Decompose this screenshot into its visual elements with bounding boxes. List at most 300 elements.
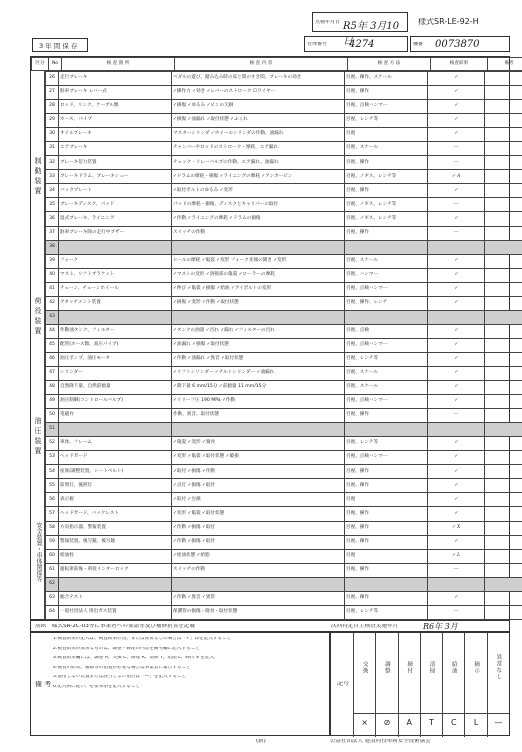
table-row <box>46 226 522 240</box>
row-content: ヒールの摩耗 ✓亀裂 ✓変形 フォーク先端の開き ✓変形 <box>172 254 345 268</box>
row-method: 目視、操作 <box>345 535 428 549</box>
row-no: 60 <box>46 549 59 563</box>
table-row <box>46 535 522 549</box>
row-part: 一般社団法人 排出ガス装置 <box>59 605 172 619</box>
row-remark <box>485 395 522 409</box>
row-method: 目視、操作 <box>345 465 428 479</box>
row-part: 湿式ブレーキ、ライニング <box>59 212 172 226</box>
row-no: 47 <box>46 366 59 380</box>
row-no: 41 <box>46 282 59 296</box>
row-part: オイルブレーキ <box>59 128 172 142</box>
table-row <box>46 409 522 423</box>
row-remark <box>485 240 522 254</box>
row-result: ✓ <box>428 282 485 296</box>
corner-mark: (新) <box>256 739 266 744</box>
row-result: ✓ <box>428 366 485 380</box>
row-part: チェーン、チェーンホイール <box>59 282 172 296</box>
next-inspection-label: 次回特定自主検査実施年月 <box>331 624 399 629</box>
row-no: 39 <box>46 254 59 268</box>
legend-column <box>464 633 486 737</box>
row-result: ✓ <box>428 324 485 338</box>
row-part: 駐車ブレーキ レバー式 <box>59 86 172 100</box>
row-remark <box>485 268 522 282</box>
row-no: 42 <box>46 296 59 310</box>
row-method: 目視、操作 <box>345 86 428 100</box>
table-row <box>46 128 522 142</box>
row-result: ✓ <box>428 296 485 310</box>
legend-header: 給油 <box>450 660 457 674</box>
legend-value: × <box>354 713 375 727</box>
row-result: — <box>428 226 485 240</box>
row-result: — <box>428 198 485 212</box>
row-content: ✓マストの変形 ✓溶接部の亀裂 ✓ローラーの摩耗 <box>172 268 345 282</box>
row-content: ペダルの遊び、踏み込み時の床と間のすき間、ブレーキの効き <box>172 72 345 86</box>
row-part: 方向指示器、警報装置 <box>59 521 172 535</box>
row-no: 52 <box>46 437 59 451</box>
row-result <box>428 423 485 437</box>
row-part: 駐車ブレーキ除の走行中ブザー <box>59 226 172 240</box>
row-method: 目視、スケール <box>345 142 428 156</box>
row-method: 目視、操作 <box>345 156 428 170</box>
row-method: 目視、操作 <box>345 591 428 605</box>
row-content: チャンバーやロッドのストローク・摩耗、エア漏れ <box>172 142 345 156</box>
row-remark <box>485 563 522 577</box>
notice-bar <box>30 620 510 632</box>
legend-header: 異常なし <box>495 654 502 680</box>
row-method <box>345 423 428 437</box>
row-result: ✓ <box>428 100 485 114</box>
row-result: ✓ <box>428 212 485 226</box>
row-remark <box>485 324 522 338</box>
row-remark <box>485 352 522 366</box>
row-remark <box>485 86 522 100</box>
row-no: 56 <box>46 493 59 507</box>
row-no: 40 <box>46 268 59 282</box>
row-remark <box>485 184 522 198</box>
row-method: 目視、スケール <box>345 254 428 268</box>
row-no: 54 <box>46 465 59 479</box>
row-result: ✓ <box>428 507 485 521</box>
table-row <box>46 240 522 254</box>
row-part: 警報装置、後写鏡、後写鏡 <box>59 535 172 549</box>
row-no: 30 <box>46 128 59 142</box>
table-row <box>46 493 522 507</box>
row-remark <box>485 366 522 380</box>
table-row <box>46 549 522 563</box>
row-method <box>345 310 428 324</box>
row-result: ✓ <box>428 451 485 465</box>
inspection-table <box>30 56 514 620</box>
legend-value: L <box>465 713 486 727</box>
notice-text: 別紙 様式SR-2C-03等に事業者への要請等及び補修措置を記載 <box>35 624 196 629</box>
row-no: 49 <box>46 395 59 409</box>
row-result: ✓ <box>428 493 485 507</box>
row-content: 保護管の損傷・腐食・取付状態 <box>172 605 345 619</box>
row-method: 目視 <box>345 493 428 507</box>
legend-column <box>420 633 442 737</box>
row-method: 目視、レンチ等 <box>345 352 428 366</box>
row-remark <box>485 507 522 521</box>
group-cargo: 荷役装置 <box>34 297 42 337</box>
row-method: 目視 <box>345 128 428 142</box>
row-no: 55 <box>46 479 59 493</box>
row-content: ✓タンクの油量 ✓汚れ ✓漏れ ✓フィルターの汚れ <box>172 324 345 338</box>
table-row <box>46 310 522 324</box>
table-row <box>46 198 522 212</box>
row-remark <box>485 465 522 479</box>
row-remark <box>485 521 522 535</box>
row-part: 配管(ホース類、高圧パイプ) <box>59 338 172 352</box>
group-sections-border <box>44 71 45 619</box>
row-method: 目視、ハンマー <box>345 268 428 282</box>
row-result: ✓ A <box>428 170 485 184</box>
row-part: ヘッドガード <box>59 451 172 465</box>
row-remark <box>485 282 522 296</box>
row-no: 59 <box>46 535 59 549</box>
legend-value: C <box>443 713 464 727</box>
row-method: 目視、操作 <box>345 409 428 423</box>
table-row <box>46 395 522 409</box>
row-no: 61 <box>46 563 59 577</box>
legend-value: A <box>399 713 420 727</box>
table-header <box>31 57 522 71</box>
row-content: ✓変形 ✓亀裂 ✓取付状態 <box>172 507 345 521</box>
table-row <box>46 381 522 395</box>
table-row <box>46 563 522 577</box>
row-part: 作動油タンク、フィルター <box>59 324 172 338</box>
col-part: 検 査 箇 所 <box>62 58 175 71</box>
row-content: ✓作動 ✓油漏れ ✓異音 ✓取付状態 <box>172 352 345 366</box>
row-method: 目視、レンチ等 <box>345 114 428 128</box>
row-part: ロッド、リンク、ケーブル類 <box>59 100 172 114</box>
row-method: 目視 <box>345 549 428 563</box>
inspection-date-label: 点検年月日 <box>315 20 341 25</box>
col-no: No <box>49 58 62 71</box>
row-result: ✓ <box>428 72 485 86</box>
table-row <box>46 451 522 465</box>
row-no: 32 <box>46 156 59 170</box>
row-method: 目視、操作 <box>345 184 428 198</box>
row-part: 自然降下量、自然前傾量 <box>59 381 172 395</box>
serial-label: 機番 <box>413 42 424 47</box>
table-row <box>46 465 522 479</box>
row-content: ✓操作力 ✓効き ✓レバーのストローク ☐ワイヤー <box>172 86 345 100</box>
col-section: 区分 <box>32 58 49 71</box>
row-part: 運転席前後・荷役インターロック <box>59 563 172 577</box>
row-content: ✓取付 ✓汚損 <box>172 493 345 507</box>
legend-header: 締付 <box>406 660 413 674</box>
row-method: 目視、スケール <box>345 366 428 380</box>
row-remark <box>485 549 522 563</box>
rows-table <box>45 71 522 620</box>
row-remark <box>485 437 522 451</box>
row-content: ✓リフトシリンダー ✓チルトシリンダー ✓油漏れ <box>172 366 345 380</box>
row-remark <box>485 212 522 226</box>
row-remark <box>485 451 522 465</box>
row-method: 目視、操作、スケール <box>345 72 428 86</box>
row-content: ✓作動 ✓損傷 ✓取付 <box>172 535 345 549</box>
legend-column <box>375 633 397 737</box>
table-row <box>46 296 522 310</box>
row-remark <box>485 479 522 493</box>
row-part: 油圧ポンプ、油圧モータ <box>59 352 172 366</box>
row-content <box>172 423 345 437</box>
row-result: ✓ <box>428 479 485 493</box>
row-method: 目視、操作 <box>345 563 428 577</box>
row-result <box>428 240 485 254</box>
note-line: 4.検査の結果、補修等の措置が必要な場合は事業者に報告すること <box>53 665 191 670</box>
row-part: 前照灯、後照灯 <box>59 479 172 493</box>
row-no: 38 <box>46 240 59 254</box>
legend-header: 交換 <box>361 660 368 674</box>
row-no: 27 <box>46 86 59 100</box>
row-no: 33 <box>46 170 59 184</box>
row-no: 29 <box>46 114 59 128</box>
row-result: ✓ <box>428 395 485 409</box>
table-row <box>46 577 522 591</box>
note-line: 5.使用しない装置または該当しない項目は「—」を記入すること <box>53 675 187 680</box>
row-result: — <box>428 409 485 423</box>
row-no: 64 <box>46 605 59 619</box>
table-row <box>46 100 522 114</box>
record-label: 記号 <box>337 681 350 687</box>
legend-column <box>398 633 420 737</box>
row-result: — <box>428 563 485 577</box>
row-part: 電磁弁 <box>59 409 172 423</box>
retention-label: 3 年 間 保 存 <box>39 43 78 50</box>
legend-column <box>442 633 464 737</box>
row-result: ✓ <box>428 268 485 282</box>
row-method: 目視、点検ハンマー <box>345 100 428 114</box>
form-header <box>0 0 522 60</box>
note-line: 1.検査結果の記入は、検査結果の良、または異常なしの場合は「✓」印を記入すること <box>53 637 232 641</box>
row-remark <box>485 535 522 549</box>
row-content: ✓点灯 ✓損傷 ✓取付 <box>172 479 345 493</box>
row-part: 総合テスト <box>59 591 172 605</box>
row-part <box>59 423 172 437</box>
row-result: ✓ <box>428 128 485 142</box>
association-name: 公益社団法人 建設荷役車両安全技術協会 <box>330 739 431 744</box>
row-part: 座席(調整装置、シートベルト) <box>59 465 172 479</box>
remarks-box <box>30 632 330 736</box>
table-row <box>46 170 522 184</box>
row-method <box>345 240 428 254</box>
row-no: 45 <box>46 338 59 352</box>
row-remark <box>485 226 522 240</box>
row-result: ✓ <box>428 465 485 479</box>
row-remark <box>485 605 522 619</box>
legend-column <box>487 633 509 737</box>
table-row <box>46 423 522 437</box>
row-part <box>59 577 172 591</box>
row-remark <box>485 310 522 324</box>
group-hydraulic: 油圧装置 <box>34 417 42 457</box>
row-result: ✓ L <box>428 549 485 563</box>
footer <box>30 620 510 744</box>
table-row <box>46 142 522 156</box>
row-remark <box>485 156 522 170</box>
row-result: — <box>428 605 485 619</box>
col-method: 検 査 方 法 <box>348 58 431 71</box>
row-content: 作動、異音、取付状態 <box>172 409 345 423</box>
table-row <box>46 114 522 128</box>
legend-value: T <box>421 713 442 727</box>
col-content: 検 査 内 容 <box>175 58 348 71</box>
table-row <box>46 212 522 226</box>
row-part: 油圧制御(コントロールバルブ) <box>59 395 172 409</box>
row-method: 目視、ノギス、レンチ等 <box>345 198 428 212</box>
row-result: ✓ <box>428 338 485 352</box>
row-remark <box>485 591 522 605</box>
vehicle-no-value: 4274 <box>349 39 375 50</box>
row-content: スイッチの作動 <box>172 563 345 577</box>
row-remark <box>485 254 522 268</box>
row-content: ✓降下量 6 mm/15分 ✓前傾量 11 mm/15分 <box>172 381 345 395</box>
table-row <box>46 282 522 296</box>
row-method: 目視、点検ハンマー <box>345 395 428 409</box>
row-result: — <box>428 156 485 170</box>
legend-grid <box>353 633 509 737</box>
row-method: 目視、点検ハンマー <box>345 338 428 352</box>
row-part: ヘッドガード、バックレスト <box>59 507 172 521</box>
col-result: 検査結果 <box>431 58 488 71</box>
table-row <box>46 605 522 619</box>
row-no: 37 <box>46 226 59 240</box>
row-no: 58 <box>46 521 59 535</box>
row-no: 28 <box>46 100 59 114</box>
row-content: ✓損傷 ✓変形 ✓作動 ✓取付状態 <box>172 296 345 310</box>
row-method: 目視、操作 <box>345 226 428 240</box>
row-method: 目視、点検ハンマー <box>345 451 428 465</box>
row-part: アタッチメント装置 <box>59 296 172 310</box>
row-content: ✓リリーフ圧 190 MPa ✓作動 <box>172 395 345 409</box>
row-method: 目視、操作 <box>345 479 428 493</box>
row-no: 48 <box>46 381 59 395</box>
row-no: 63 <box>46 591 59 605</box>
row-part: ブレーキドラム、ブレーキシュー <box>59 170 172 184</box>
table-row <box>46 338 522 352</box>
remarks-label: 備 考 <box>35 681 52 688</box>
table-row <box>46 254 522 268</box>
row-result: ✓ <box>428 591 485 605</box>
vehicle-no-box <box>304 36 408 52</box>
row-method: 目視、点検 <box>345 324 428 338</box>
row-no: 50 <box>46 409 59 423</box>
serial-box <box>410 36 510 52</box>
row-result: ✓ <box>428 437 485 451</box>
row-remark <box>485 170 522 184</box>
row-remark <box>485 114 522 128</box>
rows-container <box>45 71 509 620</box>
row-content: ✓作動 ✓ライニングの摩耗 ✓ドラムの損傷 <box>172 212 345 226</box>
note-line: 2.検査結果が異常なものは、調整・修理の内容を備考欄に記入すること <box>53 646 200 651</box>
row-no: 44 <box>46 324 59 338</box>
row-content: ✓ドラムの摩耗・損傷 ✓ライニングの摩耗 ✓アンカーピン <box>172 170 345 184</box>
row-method: 目視、点検ハンマー <box>345 282 428 296</box>
row-content: スイッチの作動 <box>172 226 345 240</box>
row-result: ✓ <box>428 184 485 198</box>
row-remark <box>485 100 522 114</box>
row-part <box>59 240 172 254</box>
notes-list <box>53 637 329 695</box>
row-result: ✓ <box>428 535 485 549</box>
table-row <box>46 156 522 170</box>
row-no: 31 <box>46 142 59 156</box>
next-inspection-value: R6年 3月 <box>423 622 458 631</box>
row-result: ✓ <box>428 86 485 100</box>
group-brake: 制動装置 <box>34 157 42 197</box>
row-result: ✓ <box>428 352 485 366</box>
row-result <box>428 310 485 324</box>
row-content <box>172 577 345 591</box>
row-content <box>172 240 345 254</box>
row-remark <box>485 128 522 142</box>
row-content: ✓給油状態 ✓給脂 <box>172 549 345 563</box>
row-result: — <box>428 142 485 156</box>
note-line: 6.記入例に従い、必要事項を記入すること <box>53 684 141 689</box>
row-part: エアブレーキ <box>59 142 172 156</box>
row-result: ✓ <box>428 254 485 268</box>
legend-box <box>330 632 510 736</box>
row-part: 表示板 <box>59 493 172 507</box>
row-part: バックプレート <box>59 184 172 198</box>
form-code: 様式SR-LE-92-H <box>418 18 479 26</box>
row-result: ✓ X <box>428 521 485 535</box>
row-part <box>59 310 172 324</box>
row-part: 車体、フレーム <box>59 437 172 451</box>
row-remark <box>485 493 522 507</box>
row-content: ✓取付 ✓損傷 ✓作動 <box>172 465 345 479</box>
table-row <box>46 507 522 521</box>
row-content: ✓変形 ✓亀裂 ✓取付状態 ✓破損 <box>172 451 345 465</box>
row-part: 給油栓 <box>59 549 172 563</box>
row-remark <box>485 423 522 437</box>
row-content: ✓取付ボルトのゆるみ ✓変形 <box>172 184 345 198</box>
row-remark <box>485 381 522 395</box>
col-remark: 備考 <box>488 58 522 71</box>
row-method: 目視、操作 <box>345 521 428 535</box>
row-remark <box>485 72 522 86</box>
row-content: ✓損傷 ✓油漏れ ✓取付状態 ✓ふくれ <box>172 114 345 128</box>
row-part: マスト、リフトブラケット <box>59 268 172 282</box>
row-result: ✓ <box>428 114 485 128</box>
row-method: 目視、レンチ等 <box>345 437 428 451</box>
row-part: ホース、パイプ <box>59 114 172 128</box>
row-remark <box>485 142 522 156</box>
row-method: 目視、操作、レンチ <box>345 296 428 310</box>
row-content: ✓油漏れ ✓損傷 ✓取付状態 <box>172 338 345 352</box>
legend-value: ⊘ <box>376 713 397 727</box>
row-part: ブレーキディスク、パッド <box>59 198 172 212</box>
row-no: 35 <box>46 198 59 212</box>
table-row <box>46 521 522 535</box>
row-result <box>428 577 485 591</box>
row-method: 目視、ノギス、レンチ等 <box>345 212 428 226</box>
row-method: 目視、操作 <box>345 507 428 521</box>
table-row <box>46 268 522 282</box>
row-content: ✓伸び ✓亀裂 ✓損傷 ✓給油 ✓アイボルトの変形 <box>172 282 345 296</box>
row-method: 目視、スケール <box>345 381 428 395</box>
row-remark <box>485 338 522 352</box>
row-remark <box>485 577 522 591</box>
row-no: 57 <box>46 507 59 521</box>
row-content: マスターシリンダ ✓ホイールシリンダの作動、油漏れ <box>172 128 345 142</box>
row-no: 51 <box>46 423 59 437</box>
legend-header: 調整 <box>383 660 390 674</box>
note-line: 3.検査結果欄には、調整 A、交換 C、修理 R、清掃 T、給油 L、締付 S を記入 <box>53 656 215 661</box>
row-no: 62 <box>46 577 59 591</box>
table-row <box>46 184 522 198</box>
